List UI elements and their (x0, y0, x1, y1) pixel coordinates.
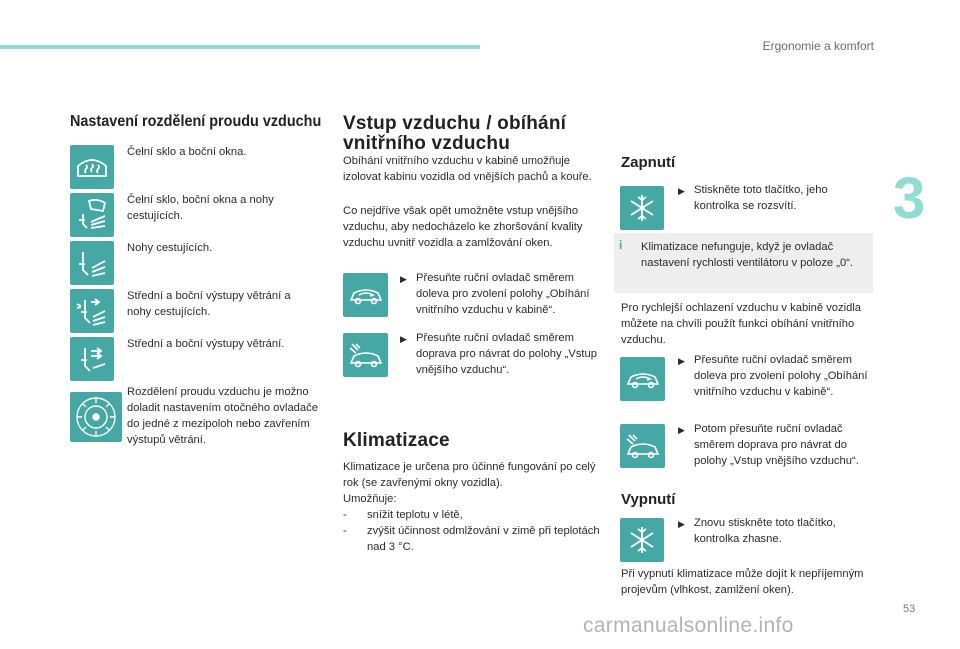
distribution-item-text: Čelní sklo, boční okna a nohy cestujících. (127, 194, 274, 222)
bullet-icon: ▶ (400, 334, 407, 344)
section-header: Ergonomie a komfort (762, 39, 874, 53)
info-icon: i (619, 238, 623, 252)
fresh-air-icon (620, 424, 665, 468)
off-step: ▶ Znovu stiskněte toto tlačítko, kontrolka zhasne. (678, 517, 836, 545)
ac-title: Klimatizace (343, 430, 450, 451)
ac-list (343, 507, 601, 555)
air-intake-paragraph: Obíhání vnitřního vzduchu v kabině umožňuje izolovat kabinu vozidla od vnějších pachů a kouře. (343, 155, 592, 183)
distribution-item-text: Nohy cestujících. (127, 242, 213, 254)
ac-paragraph: Klimatizace je určena pro účinné fungování po celý rok (se zavřenými okny vozidla). (343, 461, 596, 489)
off-title: Vypnutí (621, 491, 676, 508)
page-number: 53 (903, 603, 916, 615)
on-step: ▶ Stiskněte toto tlačítko, jeho kontrolka se rozsvítí. (678, 184, 828, 212)
windscreen-feet-icon (70, 193, 114, 237)
vents-feet-icon (70, 289, 114, 333)
on-paragraph: Pro rychlejší ochlazení vzduchu v kabině vozidla můžete na chvíli použít funkci obíhání vnitřního vzduchu. (621, 302, 862, 346)
off-paragraph: Při vypnutí klimatizace může dojít k nepříjemným projevům (vlhkost, zamlžení oken). (621, 568, 864, 596)
on-step: ▶ Potom přesuňte ruční ovladač směrem doprava pro návrat do polohy „Vstup vnějšího vzduchu“. (678, 423, 859, 467)
list-item: - snížit teplotu v létě, (343, 509, 463, 521)
fresh-air-icon (343, 333, 388, 377)
air-intake-title: Vstup vzduchu / obíhání vnitřního vzduchu (343, 113, 567, 154)
distribution-item-text: Rozdělení proudu vzduchu je možno doladit nastavením otočného ovladače do jedné z mezipoloh nebo zavřením výstupů větrání. (127, 386, 318, 446)
ac-snowflake-icon (620, 518, 664, 562)
ac-paragraph: Umožňuje: (343, 493, 397, 505)
feet-icon (70, 241, 114, 285)
bullet-icon: ▶ (678, 519, 685, 529)
air-intake-paragraph: Co nejdříve však opět umožněte vstup vnějšího vzduchu, aby nedocházelo ke zhoršování kvality vzduchu uvnitř vozidla a zamlžování oken. (343, 205, 583, 249)
distribution-item-text: Střední a boční výstupy větrání a nohy cestujících. (127, 290, 291, 318)
top-accent-bar (0, 45, 480, 49)
bullet-icon: ▶ (678, 186, 685, 196)
ac-snowflake-icon (620, 186, 664, 230)
air-intake-step: ▶ Přesuňte ruční ovladač směrem doleva pro zvolení polohy „Obíhání vnitřního vzduchu v kabině“. (400, 272, 590, 316)
air-intake-step: ▶ Přesuňte ruční ovladač směrem doprava pro návrat do polohy „Vstup vnějšího vzduchu“. (400, 332, 597, 376)
on-title: Zapnutí (621, 154, 676, 171)
vents-icon (70, 337, 114, 381)
watermark: carmanualsonline.info (583, 614, 794, 637)
bullet-icon: ▶ (678, 425, 685, 435)
distribution-title: Nastavení rozdělení proudu vzduchu (70, 113, 322, 130)
recirculation-icon (343, 273, 388, 317)
bullet-icon: ▶ (678, 356, 685, 366)
distribution-dial-icon (70, 392, 122, 442)
on-step: ▶ Přesuňte ruční ovladač směrem doleva pro zvolení polohy „Obíhání vnitřního vzduchu v kabině“. (678, 354, 868, 398)
recirculation-icon (620, 357, 665, 401)
bullet-icon: ▶ (400, 274, 407, 284)
distribution-item-text: Čelní sklo a boční okna. (127, 146, 247, 158)
windscreen-defrost-icon (70, 145, 114, 189)
chapter-number: 3 (893, 166, 926, 231)
distribution-item-text: Střední a boční výstupy větrání. (127, 338, 285, 350)
info-text: Klimatizace nefunguje, když je ovladač nastavení rychlosti ventilátoru v poloze „0“. (641, 241, 854, 269)
list-item: - zvýšit účinnost odmlžování v zimě při teplotách nad 3 °C. (343, 525, 600, 553)
